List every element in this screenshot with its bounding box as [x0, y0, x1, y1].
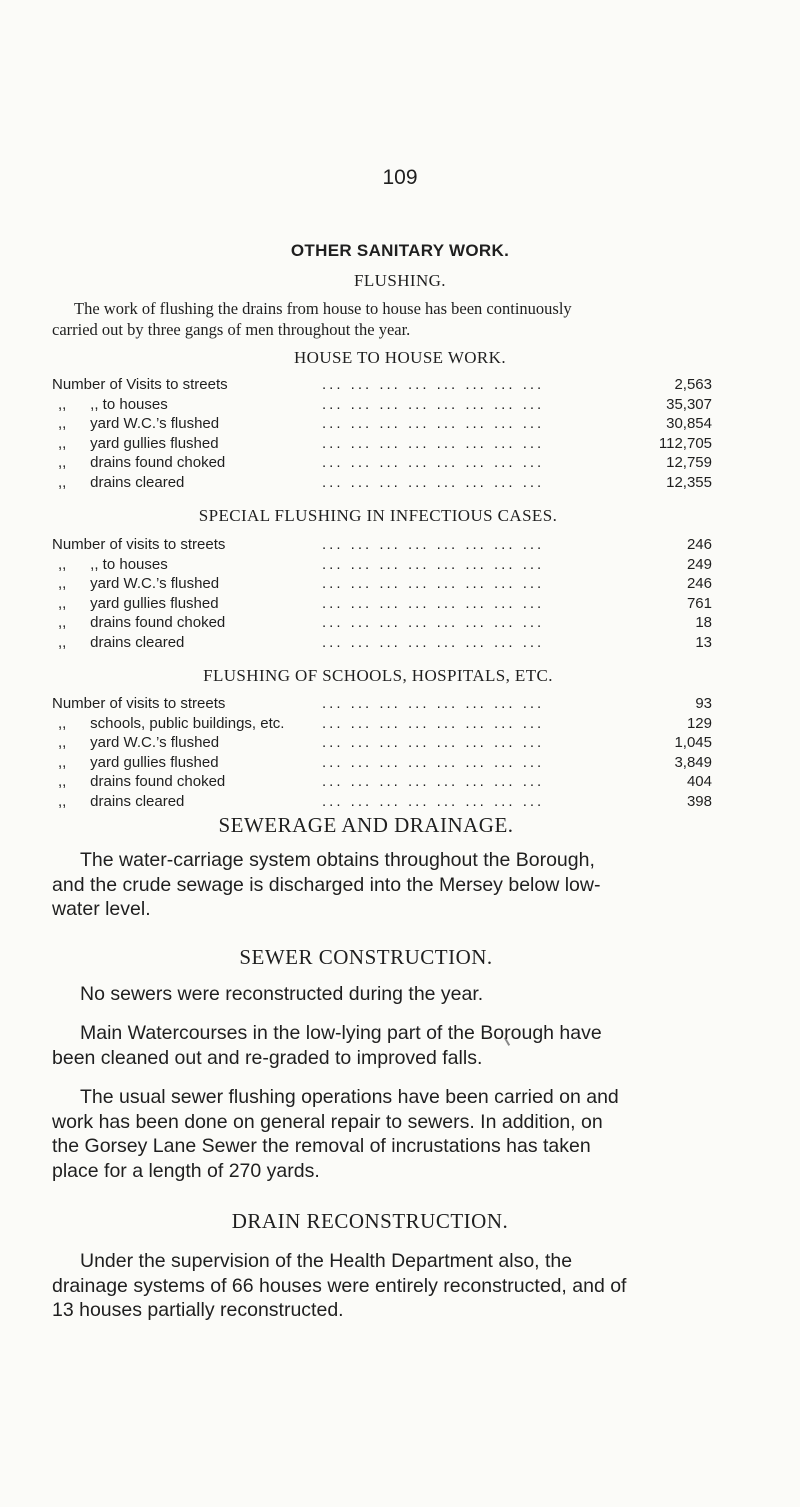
row-value: 129	[686, 714, 712, 732]
house-to-house-table	[52, 376, 712, 494]
table-row	[52, 695, 712, 715]
paragraph-line: The usual sewer flushing operations have been carried on and	[80, 1086, 619, 1108]
row-text: drains cleared	[90, 792, 185, 810]
page-number: 109	[382, 166, 418, 189]
row-label	[52, 634, 184, 651]
table-row	[52, 536, 712, 556]
table-row	[52, 376, 712, 396]
paragraph-line: The water-carriage system obtains throughout the Borough,	[80, 849, 595, 871]
row-text: drains found choked	[90, 454, 226, 472]
leader-dots: ... ... ... ... ... ... ... ...	[322, 454, 545, 472]
leader-dots: ... ... ... ... ... ... ... ...	[322, 714, 545, 732]
leader-dots: ... ... ... ... ... ... ... ...	[322, 555, 545, 573]
row-label	[52, 415, 219, 432]
row-prefix: ,,	[58, 614, 67, 632]
row-value: 1,045	[674, 734, 712, 752]
special-flushing-heading: SPECIAL FLUSHING IN INFECTIOUS CASES.	[198, 506, 558, 525]
row-label	[52, 695, 225, 712]
leader-dots: ... ... ... ... ... ... ... ...	[322, 614, 545, 632]
row-value: 246	[686, 575, 712, 593]
row-prefix: ,,	[58, 434, 67, 452]
paragraph-line: drainage systems of 66 houses were entirely reconstructed, and of	[52, 1274, 627, 1297]
sewer-construction-heading: SEWER CONSTRUCTION.	[239, 945, 493, 969]
row-value: 761	[686, 594, 712, 612]
row-prefix: ,,	[58, 633, 67, 651]
table-row	[52, 773, 712, 793]
row-value: 246	[686, 536, 712, 553]
table-row	[52, 754, 712, 774]
leader-dots: ... ... ... ... ... ... ... ...	[322, 633, 545, 651]
row-label	[52, 614, 225, 631]
main-heading: OTHER SANITARY WORK.	[290, 241, 510, 260]
row-label	[52, 575, 219, 592]
paragraph-line: 13 houses partially reconstructed.	[52, 1299, 344, 1321]
row-prefix: ,,	[58, 792, 67, 810]
row-prefix: ,,	[58, 454, 67, 472]
leader-dots: ... ... ... ... ... ... ... ...	[322, 792, 545, 810]
row-label	[52, 454, 225, 471]
row-value: 35,307	[666, 395, 712, 413]
row-value: 13	[695, 633, 712, 651]
row-value: 12,759	[666, 454, 712, 472]
row-prefix: Number of	[52, 536, 123, 553]
table-row	[52, 454, 712, 474]
intro-line: carried out by three gangs of men throughout the year.	[52, 320, 411, 339]
row-text: drains cleared	[90, 473, 185, 491]
leader-dots: ... ... ... ... ... ... ... ...	[322, 575, 545, 593]
row-text: yard W.C.’s flushed	[90, 575, 220, 593]
intro-line: The work of flushing the drains from house to house has been continuously	[74, 299, 572, 318]
sewer-flushing-paragraph	[52, 1085, 752, 1183]
row-label	[52, 435, 219, 452]
paragraph-line: place for a length of 270 yards.	[52, 1159, 320, 1182]
row-label	[52, 556, 168, 573]
table-row	[52, 734, 712, 754]
table-row	[52, 793, 712, 813]
table-row	[52, 396, 712, 416]
row-label	[52, 754, 219, 771]
row-prefix: Number of	[52, 376, 123, 393]
row-text: drains found choked	[90, 773, 226, 791]
paragraph-line: Under the supervision of the Health Department also, the	[80, 1250, 573, 1272]
table-row	[52, 474, 712, 494]
drain-reconstruction-heading: DRAIN RECONSTRUCTION.	[231, 1209, 509, 1233]
row-value: 3,849	[674, 753, 712, 771]
row-label	[52, 715, 284, 732]
schools-flushing-table	[52, 695, 712, 813]
leader-dots: ... ... ... ... ... ... ... ...	[322, 473, 545, 491]
paragraph-line: Main Watercourses in the low-lying part of the Borough have	[80, 1022, 602, 1044]
row-text: yard gullies flushed	[90, 434, 219, 452]
row-text: yard gullies flushed	[90, 594, 219, 612]
sewerage-paragraph	[52, 848, 752, 922]
row-value: 249	[686, 555, 712, 573]
intro-paragraph	[52, 298, 752, 340]
leader-dots: ... ... ... ... ... ... ... ...	[322, 376, 545, 393]
table-row	[52, 575, 712, 595]
schools-flushing-heading: FLUSHING OF SCHOOLS, HOSPITALS, ETC.	[203, 666, 553, 685]
row-value: 2,563	[674, 376, 712, 393]
row-label	[52, 376, 228, 393]
table-row	[52, 614, 712, 634]
row-text: yard W.C.’s flushed	[90, 415, 220, 433]
leader-dots: ... ... ... ... ... ... ... ...	[322, 415, 545, 433]
row-text: Visits to streets	[126, 376, 228, 393]
row-text: yard gullies flushed	[90, 753, 219, 771]
table-row	[52, 415, 712, 435]
leader-dots: ... ... ... ... ... ... ... ...	[322, 395, 545, 413]
paragraph-line: the Gorsey Lane Sewer the removal of incrustations has taken	[52, 1135, 591, 1157]
row-prefix: ,,	[58, 753, 67, 771]
row-prefix: ,,	[58, 773, 67, 791]
row-value: 12,355	[666, 473, 712, 491]
table-row	[52, 595, 712, 615]
row-label	[52, 595, 219, 612]
watercourses-paragraph	[52, 1021, 752, 1070]
row-prefix: ,,	[58, 575, 67, 593]
sewerage-heading: SEWERAGE AND DRAINAGE.	[218, 813, 514, 837]
row-label	[52, 474, 184, 491]
row-prefix: ,,	[58, 395, 67, 413]
row-prefix: ,,	[58, 473, 67, 491]
drain-reconstruction-paragraph	[52, 1249, 752, 1323]
row-prefix: ,,	[58, 594, 67, 612]
row-text: ,, to houses	[90, 555, 168, 573]
row-value: 18	[695, 614, 712, 632]
row-prefix: ,,	[58, 714, 67, 732]
row-text: ,, to houses	[90, 395, 168, 413]
table-row	[52, 634, 712, 654]
table-row	[52, 556, 712, 576]
row-prefix: ,,	[58, 555, 67, 573]
paragraph-line: work has been done on general repair to sewers. In addition, on	[52, 1110, 603, 1133]
row-value: 30,854	[666, 415, 712, 433]
row-value: 112,705	[658, 434, 712, 452]
row-label	[52, 793, 184, 810]
row-text: drains cleared	[90, 633, 185, 651]
row-label	[52, 773, 225, 790]
row-value: 398	[686, 792, 712, 810]
house-to-house-heading: HOUSE TO HOUSE WORK.	[293, 348, 507, 367]
paragraph-line: No sewers were reconstructed during the year.	[80, 983, 484, 1005]
row-text: drains found choked	[90, 614, 226, 632]
row-value: 93	[695, 695, 712, 712]
row-text: schools, public buildings, etc.	[90, 714, 285, 732]
sewer-construction-text	[52, 982, 752, 1007]
table-row	[52, 715, 712, 735]
row-prefix: ,,	[58, 734, 67, 752]
row-value: 404	[686, 773, 712, 791]
leader-dots: ... ... ... ... ... ... ... ...	[322, 773, 545, 791]
leader-dots: ... ... ... ... ... ... ... ...	[322, 594, 545, 612]
paragraph-line: and the crude sewage is discharged into the Mersey below low-	[52, 873, 601, 896]
paragraph-line: water level.	[52, 898, 151, 920]
leader-dots: ... ... ... ... ... ... ... ...	[322, 536, 545, 553]
row-label	[52, 536, 225, 553]
flushing-heading: FLUSHING.	[354, 271, 446, 290]
table-row	[52, 435, 712, 455]
row-text: yard W.C.’s flushed	[90, 734, 220, 752]
row-text: visits to streets	[126, 536, 226, 553]
row-prefix: ,,	[58, 415, 67, 433]
row-prefix: Number of	[52, 695, 123, 712]
paragraph-line: been cleaned out and re-graded to improved falls.	[52, 1046, 483, 1069]
row-text: visits to streets	[126, 695, 226, 712]
leader-dots: ... ... ... ... ... ... ... ...	[322, 753, 545, 771]
row-label	[52, 396, 168, 413]
leader-dots: ... ... ... ... ... ... ... ...	[322, 434, 545, 452]
special-flushing-table	[52, 536, 712, 654]
row-label	[52, 734, 219, 751]
leader-dots: ... ... ... ... ... ... ... ...	[322, 734, 545, 752]
leader-dots: ... ... ... ... ... ... ... ...	[322, 695, 545, 712]
